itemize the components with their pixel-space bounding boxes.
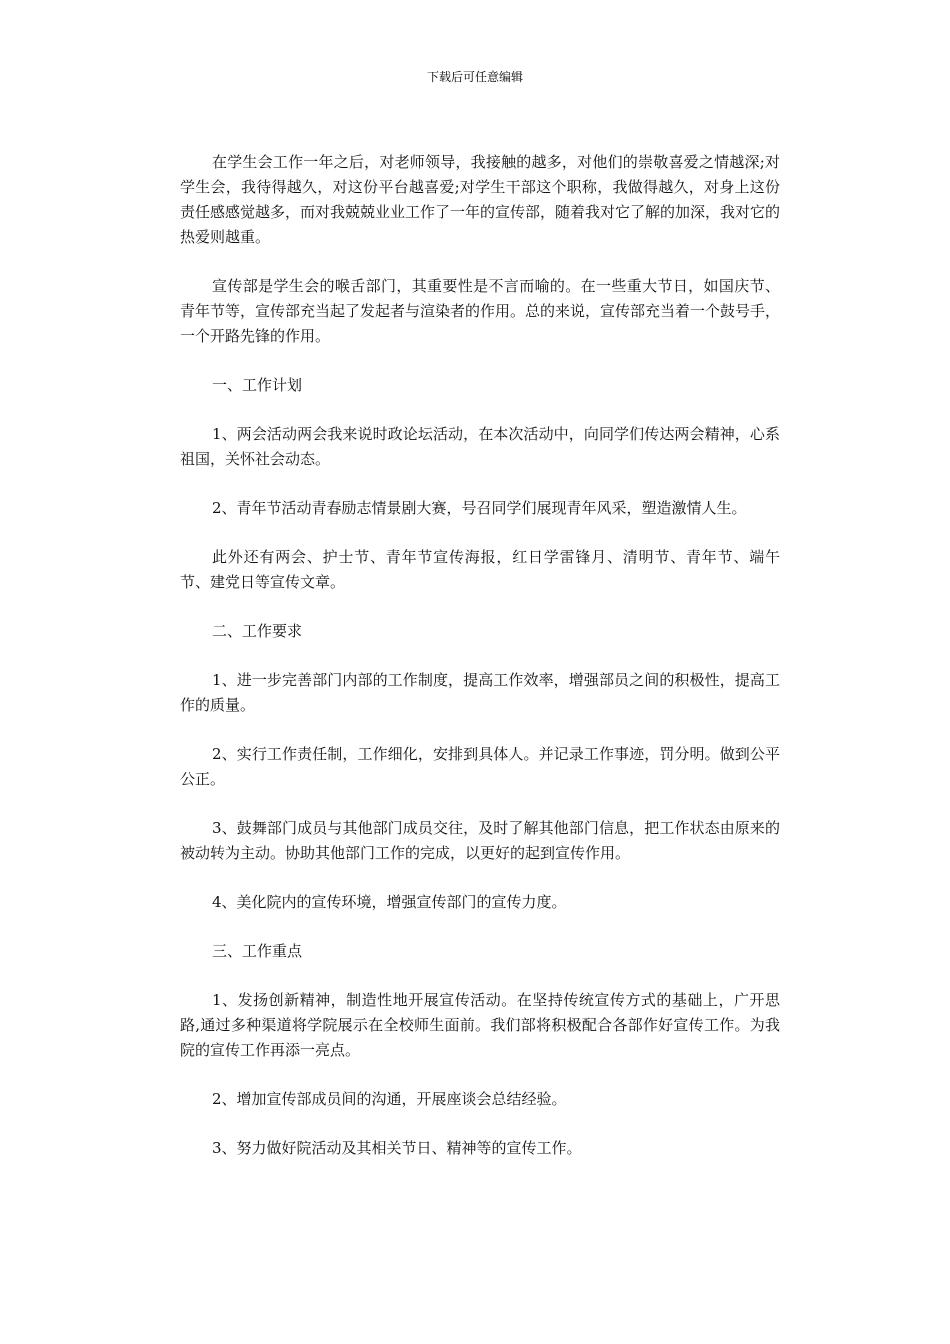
intro-paragraph: 在学生会工作一年之后，对老师领导，我接触的越多，对他们的崇敬喜爱之情越深;对学生会，我待得越久，对这份平台越喜爱;对学生干部这个职称，我做得越久，对身上这份责任感感觉越多，而对我兢兢业业工作了一年的宣传部，随着我对它了解的加深，我对它的热爱则越重。 <box>180 153 781 246</box>
list-item: 3、努力做好院活动及其相关节日、精神等的宣传工作。 <box>212 1139 582 1157</box>
header-note: 下载后可任意编辑 <box>426 70 523 84</box>
section-heading: 三、工作重点 <box>212 942 303 960</box>
document-body <box>180 150 780 1185</box>
body-paragraph: 此外还有两会、护士节、青年节宣传海报，红日学雷锋月、清明节、青年节、端午节、建党日等宣传文章。 <box>180 548 780 591</box>
list-item: 3、鼓舞部门成员与其他部门成员交往，及时了解其他部门信息，把工作状态由原来的被动转为主动。协助其他部门工作的完成，以更好的起到宣传作用。 <box>180 819 780 862</box>
intro-paragraph: 宣传部是学生会的喉舌部门，其重要性是不言而喻的。在一些重大节日，如国庆节、青年节等，宣传部充当起了发起者与渲染者的作用。总的来说，宣传部充当着一个鼓号手，一个开路先锋的作用。 <box>180 277 781 345</box>
list-item: 2、增加宣传部成员间的沟通，开展座谈会总结经验。 <box>212 1090 567 1108</box>
list-item: 1、发扬创新精神，制造性地开展宣传活动。在坚持传统宣传方式的基础上，广开思路,通过多种渠道将学院展示在全校师生面前。我们部将积极配合各部作好宣传工作。为我院的宣传工作再添一亮点。 <box>180 991 780 1059</box>
section-heading: 一、工作计划 <box>212 376 303 394</box>
list-item: 1、两会活动两会我来说时政论坛活动，在本次活动中，向同学们传达两会精神，心系祖国，关怀社会动态。 <box>180 425 780 468</box>
list-item: 2、实行工作责任制，工作细化，安排到具体人。并记录工作事迹，罚分明。做到公平公正。 <box>180 745 780 788</box>
list-item: 2、青年节活动青春励志情景剧大赛，号召同学们展现青年风采，塑造激情人生。 <box>212 499 747 517</box>
list-item: 1、进一步完善部门内部的工作制度，提高工作效率，增强部员之间的积极性，提高工作的质量。 <box>180 671 780 714</box>
section-heading: 二、工作要求 <box>212 622 303 640</box>
list-item: 4、美化院内的宣传环境，增强宣传部门的宣传力度。 <box>212 893 567 911</box>
